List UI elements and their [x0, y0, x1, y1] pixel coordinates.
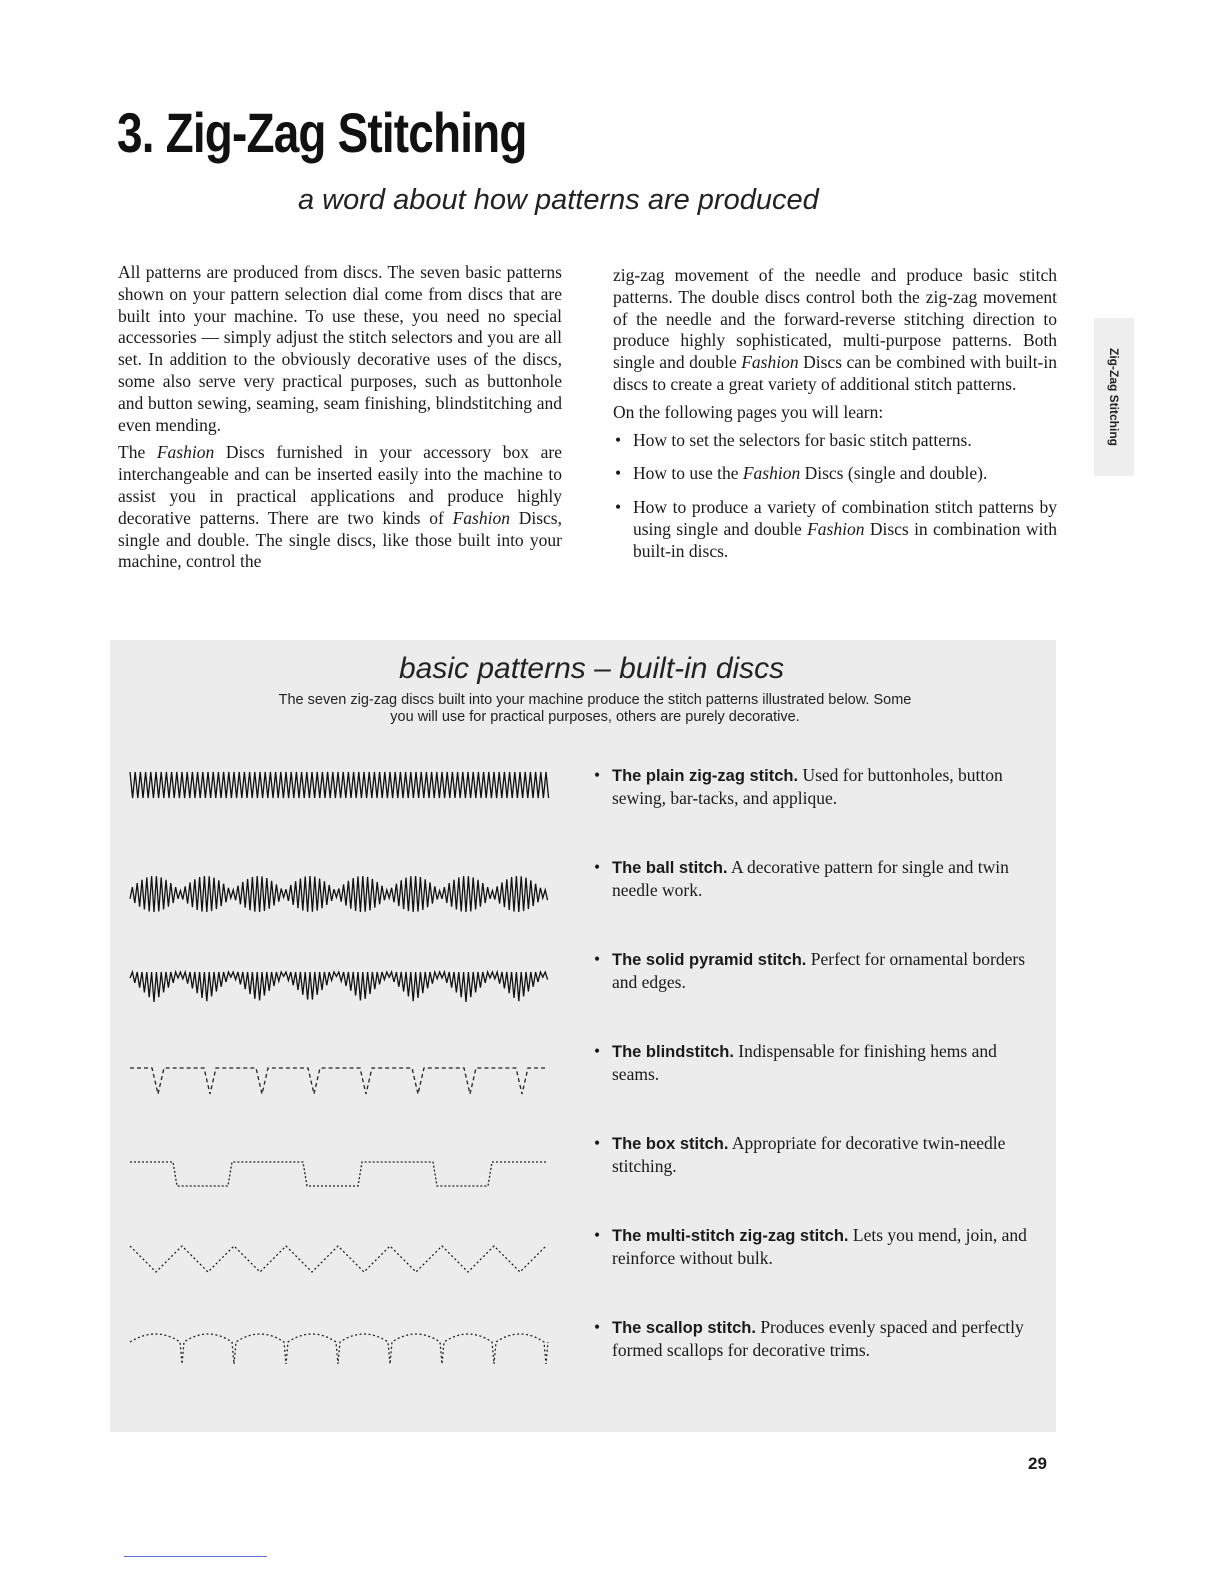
learn-item: • How to use the Fashion Discs (single and double). — [615, 463, 988, 484]
page-title: 3. Zig-Zag Stitching — [117, 101, 527, 164]
bullet: • — [615, 497, 622, 518]
scallop-stitch-illustration — [128, 1330, 558, 1380]
chapter-side-tab-label: Zig-Zag Stitching — [1107, 348, 1121, 446]
intro-paragraph-1: All patterns are produced from discs. The seven basic patterns shown on your pattern selection dial come from discs that are built into your machine. To use these, you need no special accessories — simply adjust the stitch selectors and you are all set. In addition to the obviously decorative uses of the discs, some also serve very practical purposes, such as buttonhole and button sewing, seaming, seam finishing, blindstitching and even mending. — [118, 262, 562, 435]
stitch-description: • The blindstitch. Indispensable for finishing hems and seams. — [594, 1041, 997, 1084]
chapter-side-tab — [1094, 318, 1134, 476]
solid-pyramid-stitch-illustration — [128, 966, 558, 1016]
stitch-description: • The multi-stitch zig-zag stitch. Lets you mend, join, and reinforce without bulk. — [594, 1225, 1027, 1268]
stitch-description: • The scallop stitch. Produces evenly spaced and perfectly formed scallops for decorative trims. — [594, 1317, 1024, 1360]
learn-list — [613, 430, 1057, 563]
stitch-description: • The solid pyramid stitch. Perfect for ornamental borders and edges. — [594, 949, 1026, 992]
intro-paragraph-2: The Fashion Discs furnished in your accessory box are interchangeable and can be inserted easily into the machine to assist you in practical applications and produce highly decorative patterns. There are two kinds of Fashion Discs, single and double. The single discs, like those built into your machine, control the — [118, 442, 562, 572]
box-stitch-illustration — [128, 1150, 558, 1200]
stitch-row-multi-stitch-zigzag — [110, 1224, 1056, 1304]
stitch-row-scallop — [110, 1316, 1056, 1396]
intro-left-column — [118, 262, 562, 579]
page-subtitle: a word about how patterns are produced — [298, 184, 819, 216]
learn-item: • How to produce a variety of combination stitch patterns by using single and double Fashion Discs in combination with built-in discs. — [615, 497, 1057, 561]
intro-right-column — [613, 265, 1057, 575]
bullet: • — [615, 429, 622, 450]
stitch-description: • The ball stitch. A decorative pattern for single and twin needle work. — [594, 857, 1009, 900]
stitch-description: • The plain zig-zag stitch. Used for buttonholes, button sewing, bar-tacks, and applique. — [594, 765, 1003, 808]
panel-title: basic patterns – built-in discs — [399, 652, 785, 685]
stitch-row-solid-pyramid — [110, 948, 1056, 1028]
stitch-row-ball — [110, 856, 1056, 936]
multi-stitch-zigzag-illustration — [128, 1238, 558, 1288]
learn-lead: On the following pages you will learn: — [613, 401, 884, 422]
ball-stitch-illustration — [128, 874, 558, 914]
footer-link-line — [124, 1556, 267, 1557]
basic-patterns-panel — [110, 640, 1056, 1432]
blindstitch-illustration — [128, 1058, 558, 1108]
panel-intro: The seven zig-zag discs built into your machine produce the stitch patterns illustrated below. Some you will use for practical purposes, others are purely decorative. — [278, 692, 912, 725]
stitch-description: • The box stitch. Appropriate for decorative twin-needle stitching. — [594, 1133, 1006, 1176]
stitch-row-blindstitch — [110, 1040, 1056, 1120]
bullet: • — [615, 463, 622, 484]
intro-paragraph-3: zig-zag movement of the needle and produce basic stitch patterns. The double discs control both the zig-zag movement of the needle and the forward-reverse stitching direction to produce highly sophisticated, multi-purpose patterns. Both single and double Fashion Discs can be combined with built-in discs to create a great variety of additional stitch patterns. — [613, 265, 1057, 394]
page-number: 29 — [1028, 1454, 1047, 1473]
stitch-row-plain-zigzag — [110, 764, 1056, 844]
stitch-row-box — [110, 1132, 1056, 1212]
plain-zigzag-stitch-illustration — [128, 766, 558, 806]
learn-item: • How to set the selectors for basic stitch patterns. — [615, 429, 972, 450]
